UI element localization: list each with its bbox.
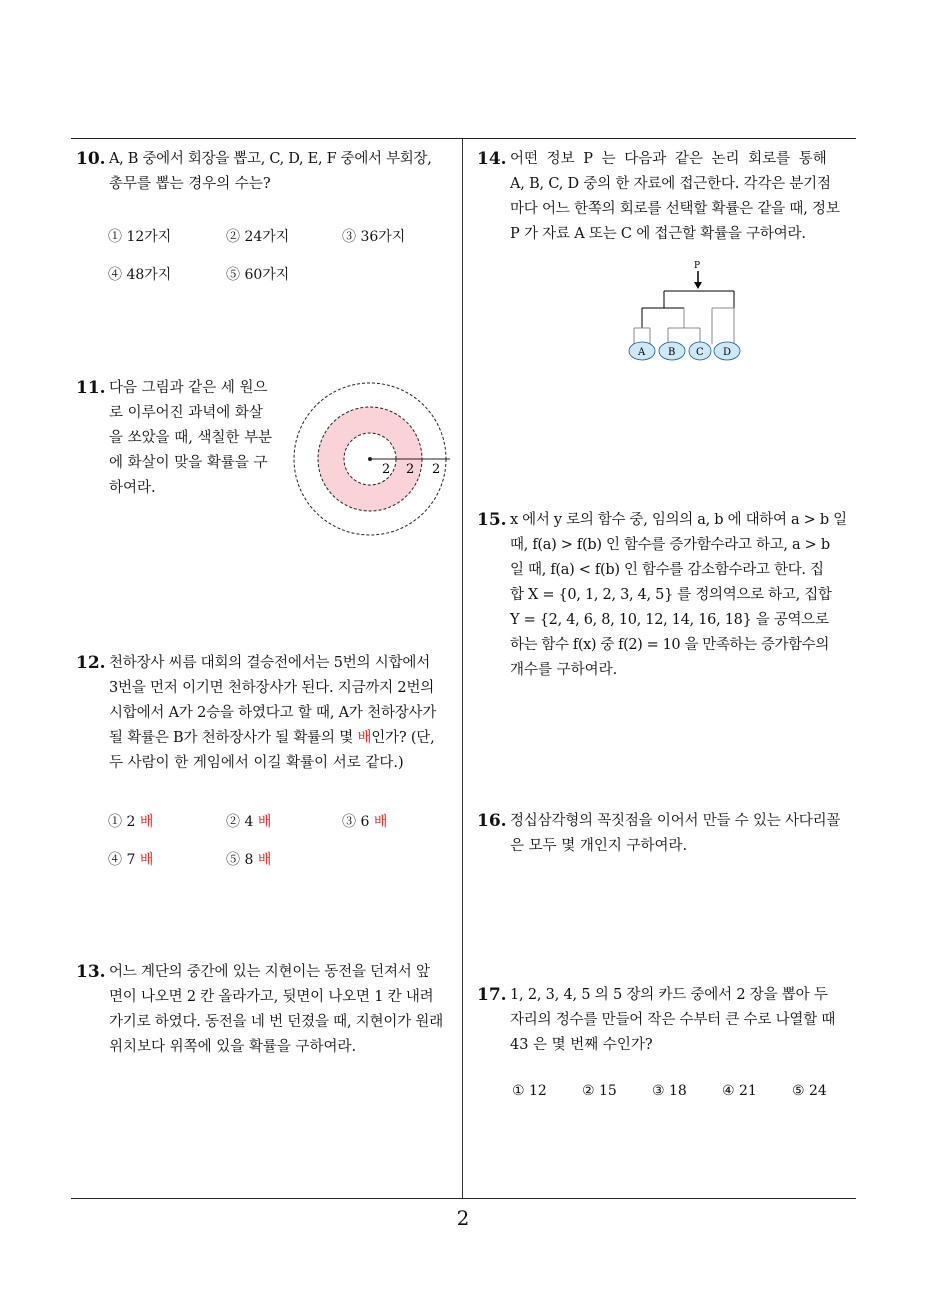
choice-4[interactable]: ④ 48가지 bbox=[108, 267, 172, 283]
text-segment: 인가? (단, bbox=[371, 730, 435, 746]
question-text-line: 때, f(a) > f(b) 인 함수를 증가함수라고 하고, a > b bbox=[510, 537, 830, 553]
question-text-line: 어느 계단의 중간에 있는 지현이는 동전을 던져서 앞 bbox=[109, 964, 430, 980]
question-text-line: 마다 어느 한쪽의 회로를 선택할 확률은 같을 때, 정보 bbox=[510, 201, 840, 217]
choice-4[interactable]: ④ 21 bbox=[722, 1083, 757, 1099]
choice-5[interactable]: ⑤ 60가지 bbox=[226, 267, 290, 283]
question-text-line: 로 이루어진 과녁에 화살 bbox=[109, 405, 263, 421]
question-text-line: 천하장사 씨름 대회의 결승전에서는 5번의 시합에서 bbox=[109, 655, 431, 671]
choice-unit: 배 bbox=[139, 814, 154, 830]
question-number: 12. bbox=[76, 653, 106, 673]
question-text-line: 개수를 구하여라. bbox=[510, 662, 618, 678]
question-text-line: 다음 그림과 같은 세 원으 bbox=[109, 380, 268, 396]
choice-5[interactable]: ⑤ 24 bbox=[792, 1083, 827, 1099]
radius-label-2: 2 bbox=[406, 462, 415, 477]
choice-label: ③ 6 bbox=[342, 814, 370, 830]
question-text-line: 어떤 정보 P 는 다음과 같은 논리 회로를 통해 bbox=[510, 151, 827, 167]
node-a-label: A bbox=[638, 347, 646, 358]
question-text-line: 가기로 하였다. 동전을 네 번 던졌을 때, 지현이가 원래 bbox=[109, 1014, 444, 1030]
question-text-line: 에 화살이 맞을 확률을 구 bbox=[109, 455, 268, 471]
question-text-line: 하여라. bbox=[109, 480, 156, 496]
choice-label: ⑤ 8 bbox=[226, 852, 254, 868]
highlight-text: 배 bbox=[357, 730, 372, 746]
radius-label-3: 2 bbox=[432, 462, 441, 477]
target-figure bbox=[290, 379, 455, 539]
choice-4[interactable] bbox=[108, 849, 153, 869]
choice-label: ① 2 bbox=[108, 814, 136, 830]
question-17 bbox=[477, 983, 859, 1058]
question-text-line: A, B 중에서 회장을 뽑고, C, D, E, F 중에서 부회장, bbox=[109, 151, 432, 167]
question-number: 17. bbox=[477, 985, 507, 1005]
choice-1[interactable] bbox=[108, 811, 153, 831]
node-c-label: C bbox=[696, 347, 704, 358]
choice-unit: 배 bbox=[139, 852, 154, 868]
question-text-line: A, B, C, D 중의 한 자료에 접근한다. 각각은 분기점 bbox=[510, 176, 831, 192]
choice-label: ② 4 bbox=[226, 814, 254, 830]
logic-circuit-figure bbox=[624, 258, 744, 366]
question-text-line: 면이 나오면 2 칸 올라가고, 뒷면이 나오면 1 칸 내려 bbox=[109, 989, 434, 1005]
question-11 bbox=[76, 376, 281, 501]
question-text-line: Y = {2, 4, 6, 8, 10, 12, 14, 16, 18} 을 공역으로 bbox=[510, 612, 829, 628]
choice-2[interactable] bbox=[226, 811, 271, 831]
choice-2[interactable]: ② 15 bbox=[582, 1083, 617, 1099]
choice-2[interactable]: ② 24가지 bbox=[226, 229, 290, 245]
choice-unit: 배 bbox=[373, 814, 388, 830]
question-16 bbox=[477, 809, 859, 859]
question-text-line: 43 은 몇 번째 수인가? bbox=[510, 1037, 653, 1053]
node-b-label: B bbox=[668, 347, 676, 358]
question-text-line: 총무를 뽑는 경우의 수는? bbox=[109, 176, 271, 192]
center-point bbox=[368, 457, 372, 461]
question-number: 13. bbox=[76, 962, 106, 982]
question-text-line: 합 X = {0, 1, 2, 3, 4, 5} 를 정의역으로 하고, 집합 bbox=[510, 587, 832, 603]
question-15 bbox=[477, 508, 859, 683]
radius-label-1: 2 bbox=[382, 462, 391, 477]
question-number: 15. bbox=[477, 510, 507, 530]
question-12 bbox=[76, 651, 456, 776]
top-rule bbox=[71, 138, 856, 139]
choice-5[interactable] bbox=[226, 849, 271, 869]
question-text-line: 일 때, f(a) < f(b) 인 함수를 감소함수라고 한다. 집 bbox=[510, 562, 824, 578]
question-number: 16. bbox=[477, 811, 507, 831]
column-divider bbox=[462, 139, 463, 1198]
question-text-line: 위치보다 위쪽에 있을 확률을 구하여라. bbox=[109, 1039, 357, 1055]
text-segment: 될 확률은 B가 천하장사가 될 확률의 몇 bbox=[109, 730, 358, 746]
choice-unit: 배 bbox=[257, 814, 272, 830]
question-text-line: 시합에서 A가 2승을 하였다고 할 때, A가 천하장사가 bbox=[109, 705, 437, 721]
question-text-line: 두 사람이 한 게임에서 이길 확률이 서로 같다.) bbox=[109, 755, 404, 771]
choice-unit: 배 bbox=[257, 852, 272, 868]
question-number: 11. bbox=[76, 378, 106, 398]
choice-3[interactable]: ③ 36가지 bbox=[342, 229, 406, 245]
question-13 bbox=[76, 960, 456, 1060]
node-d-label: D bbox=[723, 347, 732, 358]
question-text-line: x 에서 y 로의 함수 중, 임의의 a, b 에 대하여 a > b 일 bbox=[510, 512, 847, 528]
p-label: P bbox=[694, 261, 701, 271]
question-number: 14. bbox=[477, 149, 507, 169]
question-14 bbox=[477, 147, 859, 247]
question-text-line: 은 모두 몇 개인지 구하여라. bbox=[510, 838, 688, 854]
question-text-line bbox=[109, 726, 456, 751]
question-10 bbox=[76, 147, 456, 197]
question-text-line: 정십삼각형의 꼭짓점을 이어서 만들 수 있는 사다리꼴 bbox=[510, 813, 841, 829]
bottom-rule bbox=[71, 1198, 856, 1199]
choice-3[interactable]: ③ 18 bbox=[652, 1083, 687, 1099]
choice-1[interactable]: ① 12가지 bbox=[108, 229, 172, 245]
page-number: 2 bbox=[456, 1206, 470, 1230]
question-text-line: 1, 2, 3, 4, 5 의 5 장의 카드 중에서 2 장을 뽑아 두 bbox=[510, 987, 828, 1003]
choice-label: ④ 7 bbox=[108, 852, 136, 868]
question-text-line: 3번을 먼저 이기면 천하장사가 된다. 지금까지 2번의 bbox=[109, 680, 435, 696]
question-number: 10. bbox=[76, 149, 106, 169]
choice-1[interactable]: ① 12 bbox=[512, 1083, 547, 1099]
question-text-line: 을 쏘았을 때, 색칠한 부분 bbox=[109, 430, 273, 446]
question-text-line: P 가 자료 A 또는 C 에 접근할 확률을 구하여라. bbox=[510, 226, 806, 242]
choice-3[interactable] bbox=[342, 811, 387, 831]
question-text-line: 하는 함수 f(x) 중 f(2) = 10 을 만족하는 증가함수의 bbox=[510, 637, 829, 653]
question-text-line: 자리의 정수를 만들어 작은 수부터 큰 수로 나열할 때 bbox=[510, 1012, 836, 1028]
